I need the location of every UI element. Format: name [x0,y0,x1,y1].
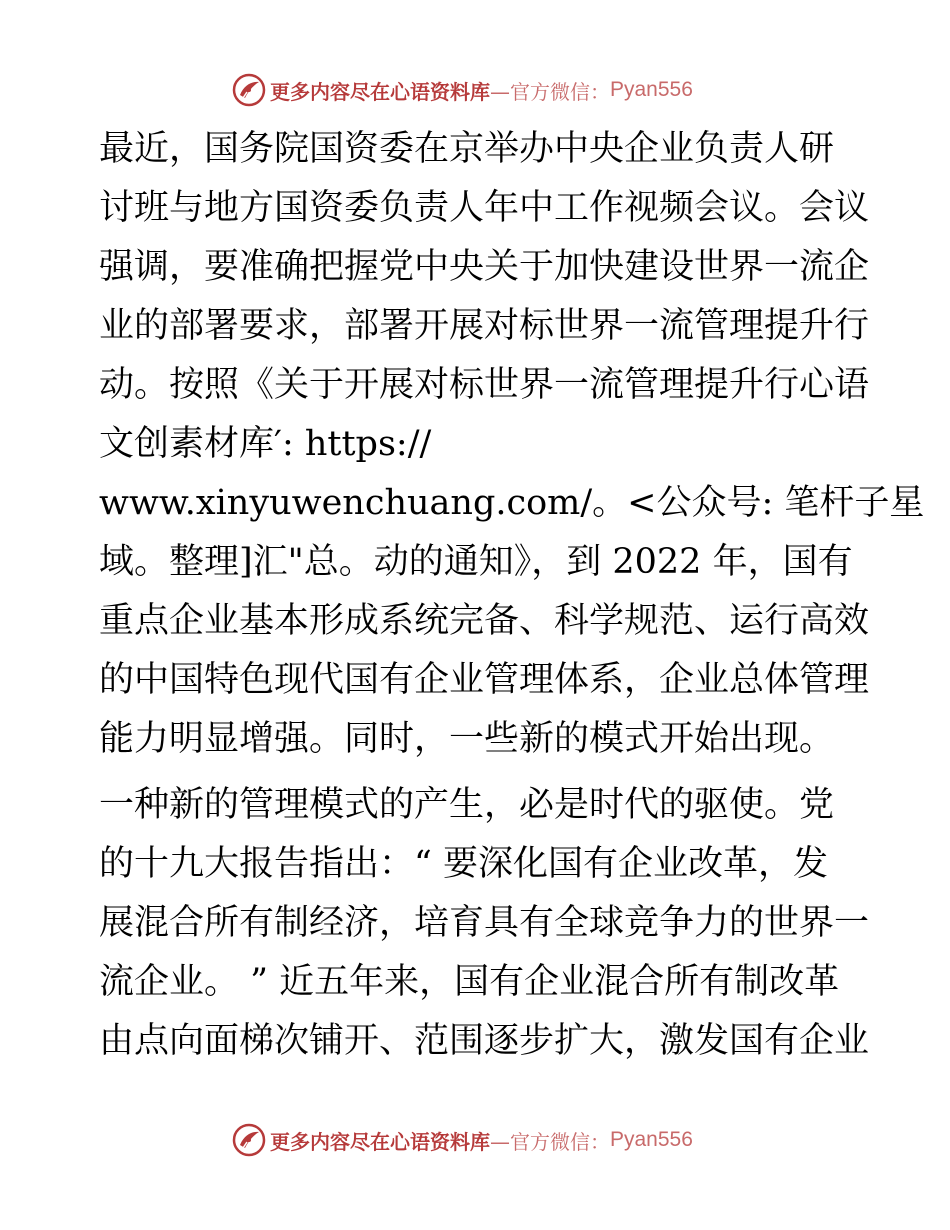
footer-watermark-banner [232,1122,732,1158]
paragraph-line: 重点企业基本形成系统完备、科学规范、运行高效 [99,601,870,641]
paragraph-line: 文创素材库′: https:// [99,424,432,464]
pen-logo-icon [232,1123,266,1157]
paragraph-line: 讨班与地方国资委负责人年中工作视频会议。会议 [99,188,870,228]
footer-banner-wechat-id: Pyan556 [610,1128,693,1151]
paragraph-1 [99,120,925,769]
paragraph-line: 域。整理]汇"总。动的通知》，到 2022 年，国有 [99,542,853,582]
header-banner-wechat-id: Pyan556 [610,78,693,101]
paragraph-line: 强调，要准确把握党中央关于加快建设世界一流企 [99,247,870,287]
header-banner-title: 更多内容尽在心语资料库 [270,79,490,104]
pen-logo-icon [232,73,266,107]
paragraph-line: 动。按照《关于开展对标世界一流管理提升行心语 [99,365,870,405]
paragraph-line: 的中国特色现代国有企业管理体系，企业总体管理 [99,660,870,700]
paragraph-line: 的十九大报告指出：“ 要深化国有企业改革，发 [99,844,829,884]
header-banner-subtitle: —官方微信： [490,79,610,104]
paragraph-2 [99,776,870,1071]
paragraph-line: 能力明显增强。同时，一些新的模式开始出现。 [99,719,835,759]
paragraph-line: 流企业。 ” 近五年来，国有企业混合所有制改革 [99,962,840,1002]
paragraph-line: 最近，国务院国资委在京举办中央企业负责人研 [99,129,835,169]
footer-banner-subtitle: —官方微信： [490,1129,610,1154]
paragraph-line: 业的部署要求，部署开展对标世界一流管理提升行 [99,306,870,346]
paragraph-line: 展混合所有制经济，培育具有全球竞争力的世界一 [99,903,870,943]
paragraph-line: 由点向面梯次铺开、范围逐步扩大，激发国有企业 [99,1021,870,1061]
header-watermark-banner [232,72,732,108]
paragraph-line: www.xinyuwenchuang.com/。<公众号: 笔杆子星 [99,483,925,523]
paragraph-line: 一种新的管理模式的产生，必是时代的驱使。党 [99,785,835,825]
footer-banner-title: 更多内容尽在心语资料库 [270,1129,490,1154]
